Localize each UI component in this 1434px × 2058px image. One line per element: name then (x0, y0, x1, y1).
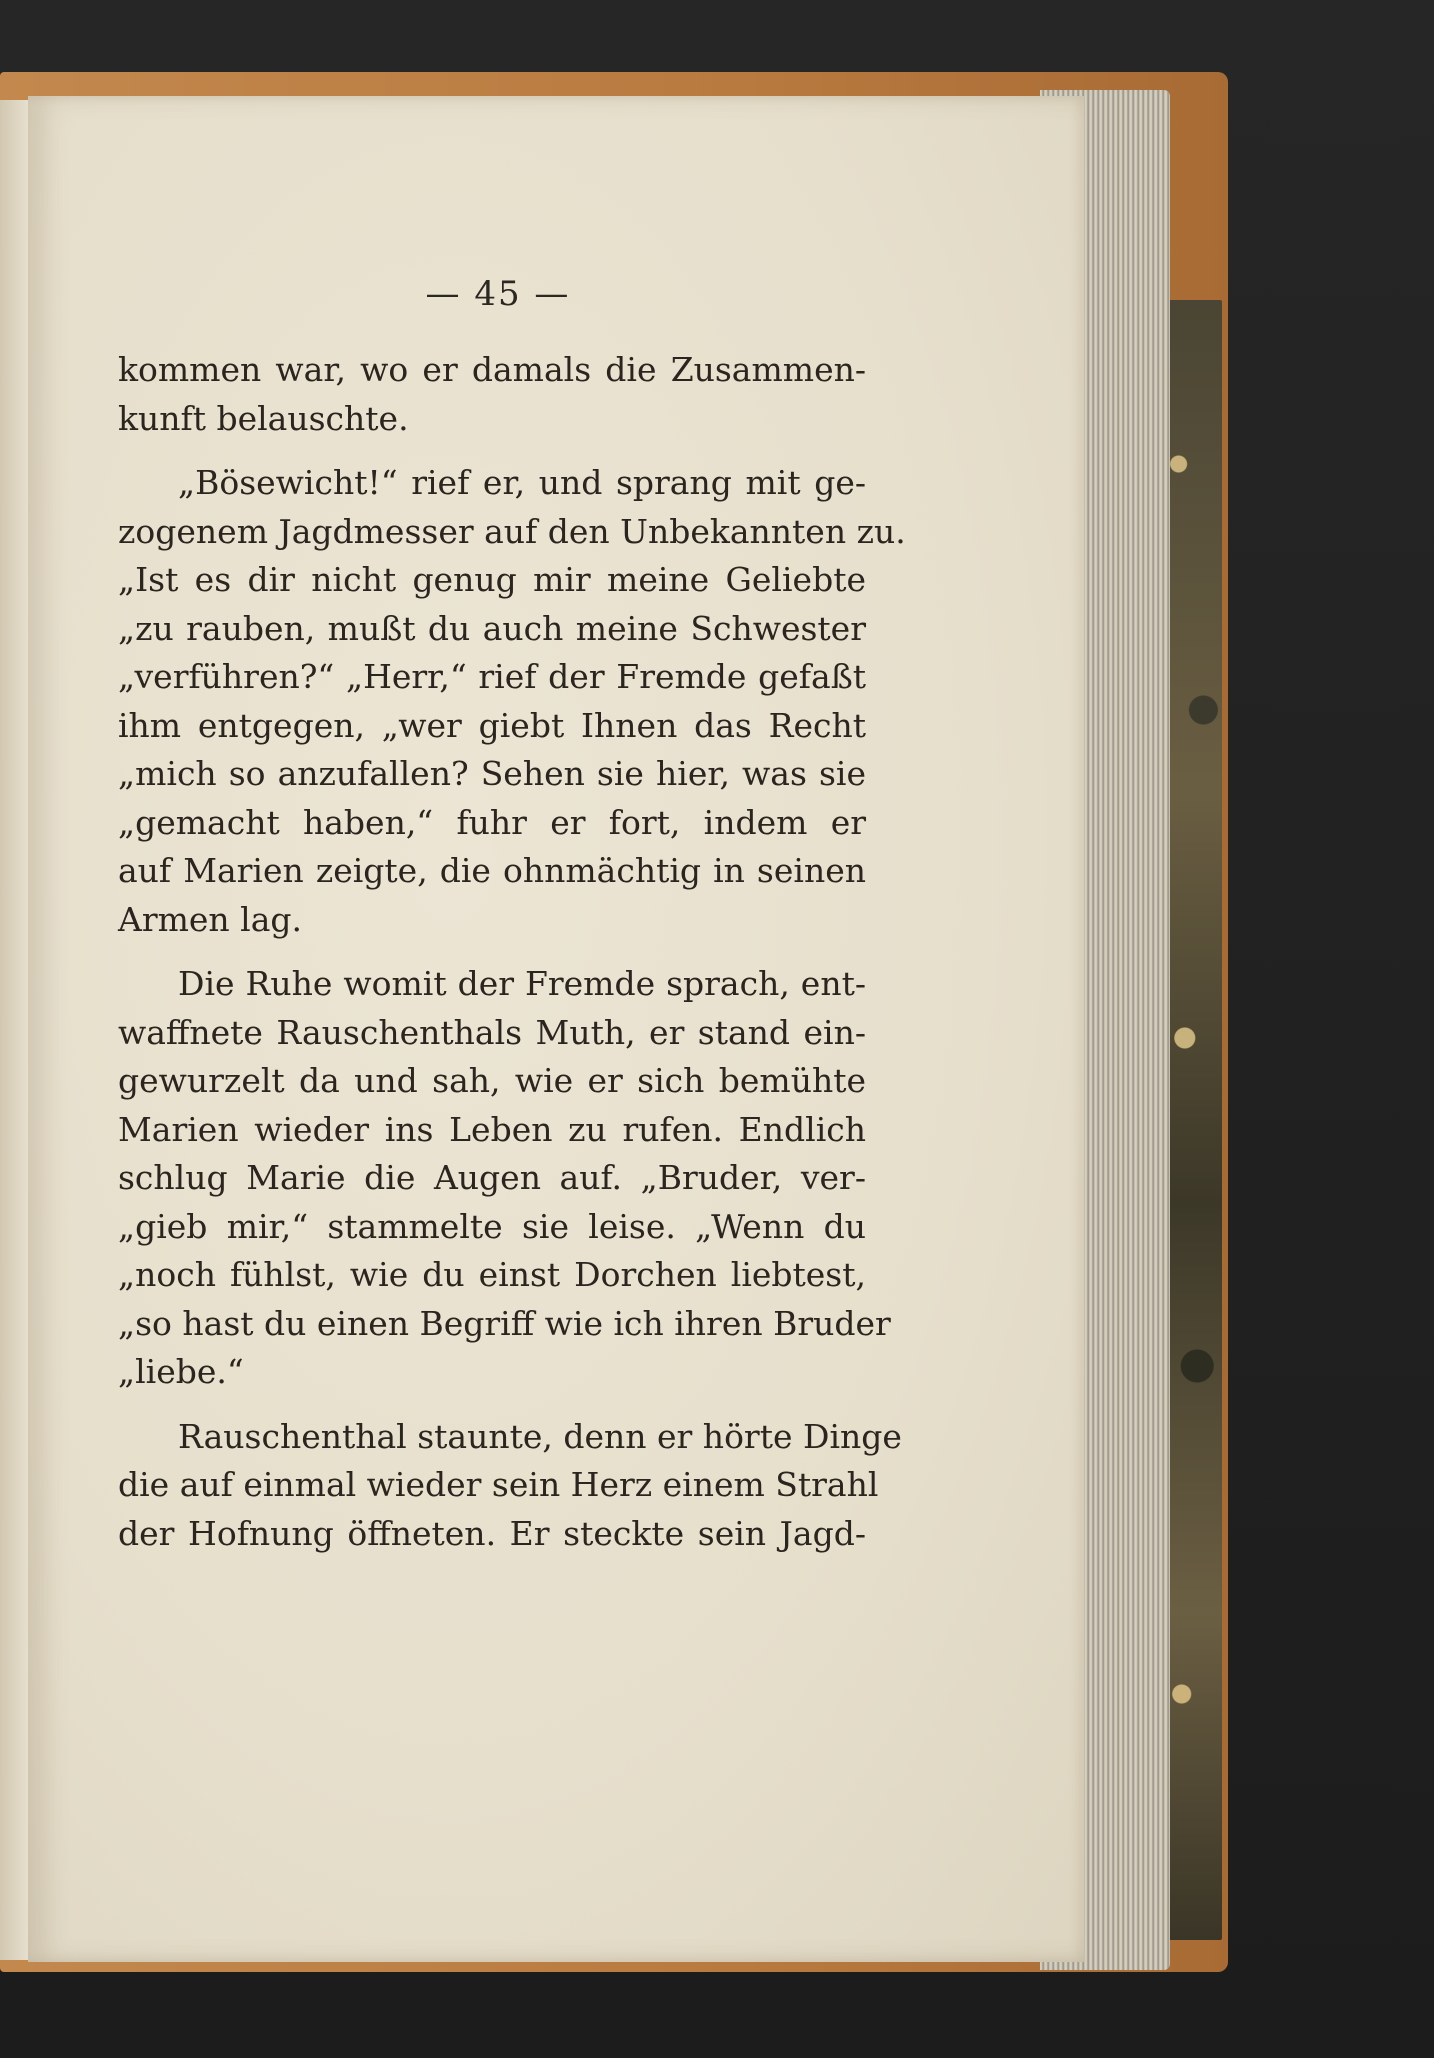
text-line: „Bösewicht!“ rief er, und sprang mit ge- (178, 463, 866, 502)
paragraph-1 (118, 346, 866, 443)
text-line: Rauschenthal staunte, denn er hörte Dinge (178, 1416, 902, 1456)
text-line: schlug Marie die Augen auf. „Bruder, ver- (118, 1158, 866, 1197)
text-line: „gieb mir,“ stammelte sie leise. „Wenn du (118, 1206, 866, 1246)
text-line: gewurzelt da und sah, wie er sich bemühte (118, 1061, 866, 1100)
text-line: Die Ruhe womit der Fremde sprach, ent- (178, 964, 866, 1003)
text-line: „verführen?“ „Herr,“ rief der Fremde gefaßt (118, 657, 866, 696)
text-line: Armen lag. (118, 899, 303, 939)
text-line: „mich so anzufallen? Sehen sie hier, was sie (118, 754, 866, 793)
paragraph-4 (118, 1413, 902, 1559)
text-line: „Ist es dir nicht genug mir meine Geliebte (118, 560, 866, 599)
paragraph-3 (118, 960, 891, 1397)
text-line: zogenem Jagdmesser auf den Unbekannten zu. (118, 511, 906, 551)
page-number-header: — 45 — (425, 274, 571, 314)
text-line: die auf einmal wieder sein Herz einem Strahl (118, 1465, 879, 1504)
text-line: „liebe.“ (118, 1352, 244, 1391)
paragraph-2 (118, 459, 906, 944)
text-line: der Hofnung öffneten. Er steckte sein Jagd- (118, 1513, 866, 1553)
text-line: „so hast du einen Begriff wie ich ihren Bruder (118, 1303, 891, 1343)
text-line: „noch fühlst, wie du einst Dorchen liebtest, (118, 1255, 866, 1294)
text-line: „gemacht haben,“ fuhr er fort, indem er (118, 802, 866, 842)
text-line: „zu rauben, mußt du auch meine Schwester (118, 608, 866, 648)
text-line: Marien wieder ins Leben zu rufen. Endlich (118, 1109, 866, 1149)
text-line: waffnete Rauschenthals Muth, er stand ein- (118, 1012, 866, 1052)
page-text (118, 346, 906, 1558)
text-line: auf Marien zeigte, die ohnmächtig in seinen (118, 851, 866, 890)
text-line: kunft belauschte. (118, 398, 409, 438)
text-line: ihm entgegen, „wer giebt Ihnen das Recht (118, 705, 866, 745)
text-line: kommen war, wo er damals die Zusammen- (118, 350, 866, 389)
book-page (28, 96, 1084, 1962)
left-page-edge (0, 100, 28, 1960)
